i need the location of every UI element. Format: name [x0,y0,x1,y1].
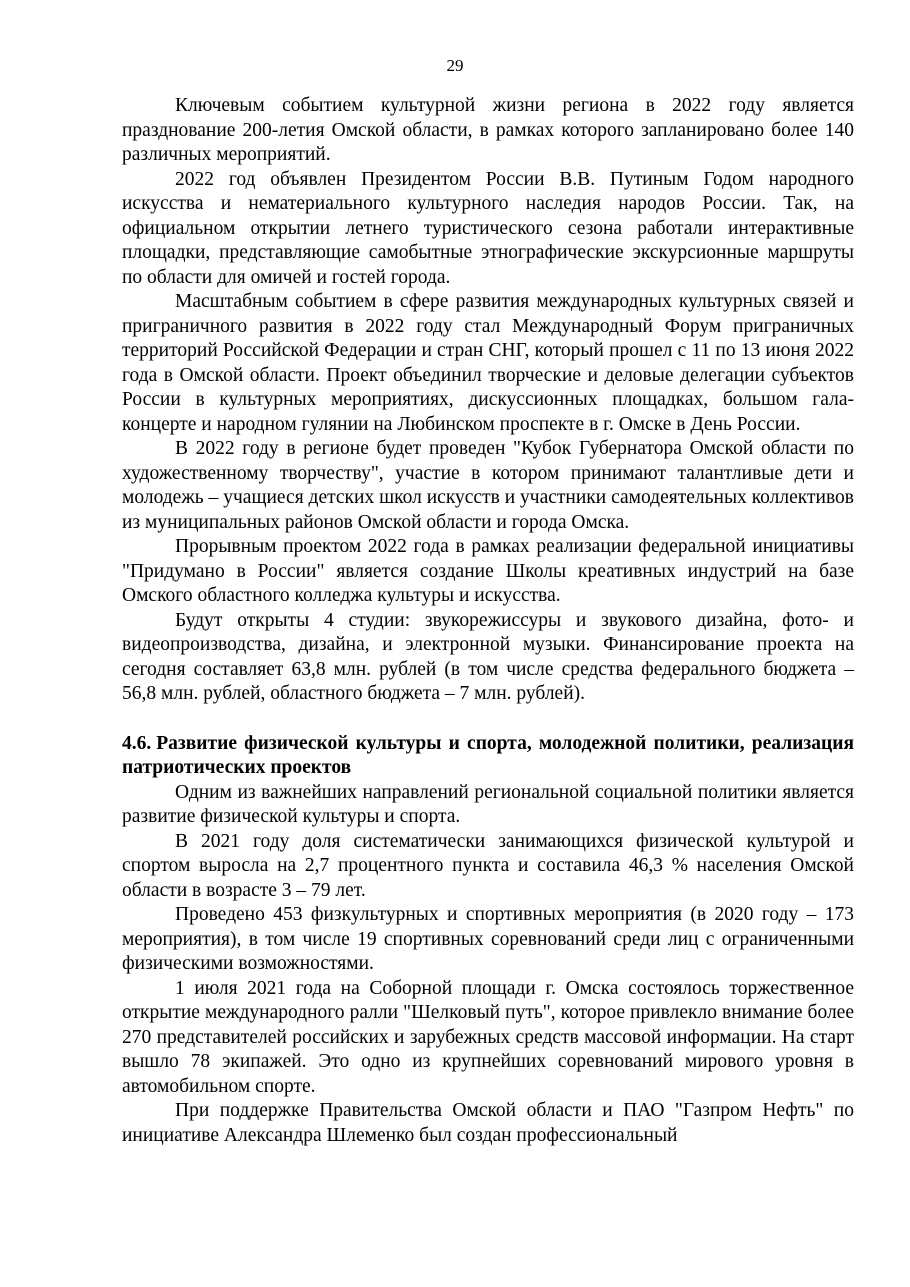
section-heading [122,732,854,781]
paragraph-creative-school: Прорывным проектом 2022 года в рамках реализации федеральной инициативы "Придумано в России" является создание Школы креативных индустрий на базе Омского областного колледжа культуры и искусства. [122,536,854,606]
paragraph-studios-funding: Будут открыты 4 студии: звукорежиссуры и звукового дизайна, фото- и видеопроизводства, дизайна, и электронной музыки. Финансирование проекта на сегодня составляет 63,8 млн. рублей (в том числе средства федерального бюджета – 56,8 млн. рублей, областного бюджета – 7 млн. рублей). [122,609,854,704]
section-spacer [122,707,854,732]
page-body [122,94,854,1148]
paragraph-governor-cup: В 2022 году в регионе будет проведен "Кубок Губернатора Омской области по художественному творчеству", участие в котором принимают талантливые дети и молодежь – учащиеся детских школ искусств и участники самодеятельных коллективов из муниципальных районов Омской области и города Омска. [122,438,854,533]
paragraph-sport-events: Проведено 453 физкультурных и спортивных мероприятия (в 2020 году – 173 мероприятия), в том числе 19 спортивных соревнований среди лиц с ограниченными физическими возможностями. [122,904,854,974]
section-number: 4.6. [122,732,152,754]
paragraph-silk-way-rally: 1 июля 2021 года на Соборной площади г. Омска состоялось торжественное открытие международного ралли "Шелковый путь", которое привлекло внимание более 270 представителей российских и зарубежных средств массовой информации. На старт вышло 78 экипажей. Это одно из крупнейших соревнований мирового уровня в автомобильном спорте. [122,977,854,1097]
page-number: 29 [446,56,464,75]
paragraph-200-anniversary: Ключевым событием культурной жизни региона в 2022 году является празднование 200-летия Омской области, в рамках которого запланировано более 140 различных мероприятий. [122,95,854,165]
paragraph-year-of-folk-art: 2022 год объявлен Президентом России В.В. Путиным Годом народного искусства и нематериального культурного наследия народов России. Так, на официальном открытии летнего туристического сезона работали интерактивные площадки, представляющие самобытные этнографические экскурсионные маршруты по области для омичей и гостей города. [122,168,854,288]
paragraph-border-forum: Масштабным событием в сфере развития международных культурных связей и приграничного развития в 2022 году стал Международный Форум приграничных территорий Российской Федерации и стран СНГ, который прошел с 11 по 13 июня 2022 года в Омской области. Проект объединил творческие и деловые делегации субъектов России в культурных мероприятиях, дискуссионных площадках, большом гала-концерте и народном гулянии на Любинском проспекте в г. Омске в День России. [122,291,854,435]
paragraph-sport-policy: Одним из важнейших направлений региональной социальной политики является развитие физической культуры и спорта. [122,781,854,827]
paragraph-gazprom-support: При поддержке Правительства Омской области и ПАО "Газпром Нефть" по инициативе Александра Шлеменко был создан профессиональный [122,1100,854,1146]
paragraph-sport-share: В 2021 году доля систематически занимающихся физической культурой и спортом выросла на 2,7 процентного пункта и составила 46,3 % населения Омской области в возрасте 3 – 79 лет. [122,830,854,901]
section-title: Развитие физической культуры и спорта, молодежной политики, реализация патриотических проектов [122,732,854,778]
